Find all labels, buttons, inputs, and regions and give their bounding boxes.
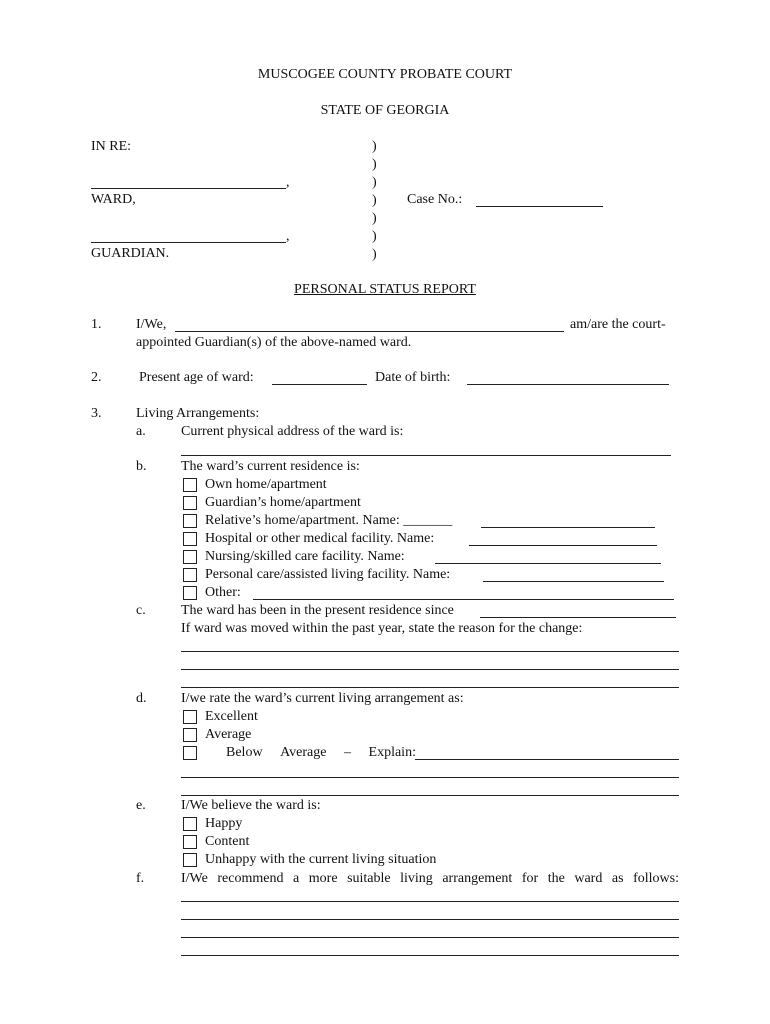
report-title: PERSONAL STATUS REPORT (294, 282, 476, 297)
recommend-word: suitable (347, 871, 391, 886)
explain-line[interactable] (415, 759, 679, 760)
rating-excellent-checkbox[interactable] (183, 710, 197, 724)
average-word: Average (280, 745, 327, 760)
residence-option-label: Relative’s home/apartment. Name: _______ (205, 513, 453, 528)
item-3d-text: I/we rate the ward’s current living arrangement as: (181, 691, 464, 706)
guardian-comma: , (286, 229, 290, 244)
move-reason-line[interactable] (181, 651, 679, 652)
mood-unhappy-checkbox[interactable] (183, 853, 197, 867)
rating-average-checkbox[interactable] (183, 728, 197, 742)
recommend-word: a (293, 871, 300, 886)
recommendation-line[interactable] (181, 955, 679, 956)
caption-paren: ) (372, 157, 377, 172)
recommend-word: for (521, 871, 539, 886)
mood-option-label: Content (205, 834, 250, 849)
residence-own-checkbox[interactable] (183, 478, 197, 492)
residence-option-label: Own home/apartment (205, 477, 327, 492)
caption-paren: ) (372, 247, 377, 262)
caption-paren: ) (372, 175, 377, 190)
residence-option-label: Hospital or other medical facility. Name: (205, 531, 435, 546)
guardian-label: GUARDIAN. (91, 246, 170, 261)
item-3a-letter: a. (136, 424, 146, 439)
recommend-word: more (308, 871, 338, 886)
item-3c-text: The ward has been in the present residence since (181, 603, 454, 618)
ward-comma: , (286, 175, 290, 190)
item-3b-text: The ward’s current residence is: (181, 459, 360, 474)
recommend-word: follows: (633, 871, 679, 886)
mood-option-label: Happy (205, 816, 243, 831)
residence-guardian-checkbox[interactable] (183, 496, 197, 510)
recommend-word: the (547, 871, 565, 886)
residence-option-label: Nursing/skilled care facility. Name: (205, 549, 405, 564)
personal-care-name-line[interactable] (483, 581, 664, 582)
recommend-word: as (611, 871, 624, 886)
explain-word: Explain: (368, 745, 416, 760)
address-line[interactable] (181, 455, 671, 456)
mood-happy-checkbox[interactable] (183, 817, 197, 831)
residence-personal-care-checkbox[interactable] (183, 568, 197, 582)
item-1-number: 1. (91, 317, 102, 332)
residence-since-line[interactable] (480, 617, 676, 618)
caption-paren: ) (372, 139, 377, 154)
dob-label: Date of birth: (375, 370, 451, 385)
case-no-label: Case No.: (407, 192, 463, 207)
recommend-word: I/We (181, 871, 208, 886)
ward-label: WARD, (91, 192, 136, 207)
dash-word: – (344, 745, 351, 760)
relative-name-line[interactable] (481, 527, 655, 528)
rating-option-label: Average (205, 727, 252, 742)
rating-below-average-checkbox[interactable] (183, 746, 197, 760)
item-1-line2: appointed Guardian(s) of the above-named ward. (136, 335, 412, 350)
explain-line[interactable] (181, 777, 679, 778)
caption-paren: ) (372, 211, 377, 226)
item-1-prefix: I/We, (136, 317, 167, 332)
residence-other-checkbox[interactable] (183, 586, 197, 600)
rating-below-average-label (226, 745, 416, 761)
caption-paren: ) (372, 193, 377, 208)
item-3e-letter: e. (136, 798, 146, 813)
recommend-word: living (400, 871, 433, 886)
age-line[interactable] (272, 384, 367, 385)
move-reason-line[interactable] (181, 669, 679, 670)
dob-line[interactable] (467, 384, 669, 385)
case-no-line[interactable] (476, 206, 603, 207)
nursing-name-line[interactable] (435, 563, 661, 564)
guardian-name-line[interactable] (91, 242, 286, 243)
rating-option-label: Excellent (205, 709, 258, 724)
residence-option-label: Other: (205, 585, 241, 600)
other-residence-line[interactable] (253, 599, 674, 600)
age-label: Present age of ward: (139, 370, 254, 385)
ward-name-line[interactable] (91, 188, 286, 189)
mood-option-label: Unhappy with the current living situation (205, 852, 437, 867)
recommendation-line[interactable] (181, 937, 679, 938)
item-3c-letter: c. (136, 603, 146, 618)
hospital-name-line[interactable] (469, 545, 657, 546)
residence-hospital-checkbox[interactable] (183, 532, 197, 546)
below-word: Below (226, 745, 263, 760)
item-3c-text2: If ward was moved within the past year, state the reason for the change: (181, 621, 583, 636)
recommendation-line[interactable] (181, 919, 679, 920)
item-2-number: 2. (91, 370, 102, 385)
item-1-suffix: am/are the court- (570, 317, 666, 332)
guardian-names-line[interactable] (175, 331, 564, 332)
recommend-word: ward (574, 871, 603, 886)
item-3-number: 3. (91, 406, 102, 421)
explain-line[interactable] (181, 795, 679, 796)
move-reason-line[interactable] (181, 687, 679, 688)
item-3f-letter: f. (136, 871, 145, 886)
recommend-word: arrangement (442, 871, 513, 886)
residence-nursing-checkbox[interactable] (183, 550, 197, 564)
item-3-heading: Living Arrangements: (136, 406, 260, 421)
recommendation-line[interactable] (181, 901, 679, 902)
mood-content-checkbox[interactable] (183, 835, 197, 849)
residence-option-label: Personal care/assisted living facility. Name: (205, 567, 451, 582)
item-3f-text (181, 871, 679, 887)
residence-option-label: Guardian’s home/apartment (205, 495, 361, 510)
item-3d-letter: d. (136, 691, 147, 706)
state-name: STATE OF GEORGIA (320, 103, 450, 118)
residence-relative-checkbox[interactable] (183, 514, 197, 528)
recommend-word: recommend (217, 871, 284, 886)
caption-paren: ) (372, 229, 377, 244)
item-3e-text: I/We believe the ward is: (181, 798, 321, 813)
in-re-label: IN RE: (91, 139, 132, 154)
court-name: MUSCOGEE COUNTY PROBATE COURT (257, 67, 513, 82)
item-3a-text: Current physical address of the ward is: (181, 424, 404, 439)
item-3b-letter: b. (136, 459, 147, 474)
